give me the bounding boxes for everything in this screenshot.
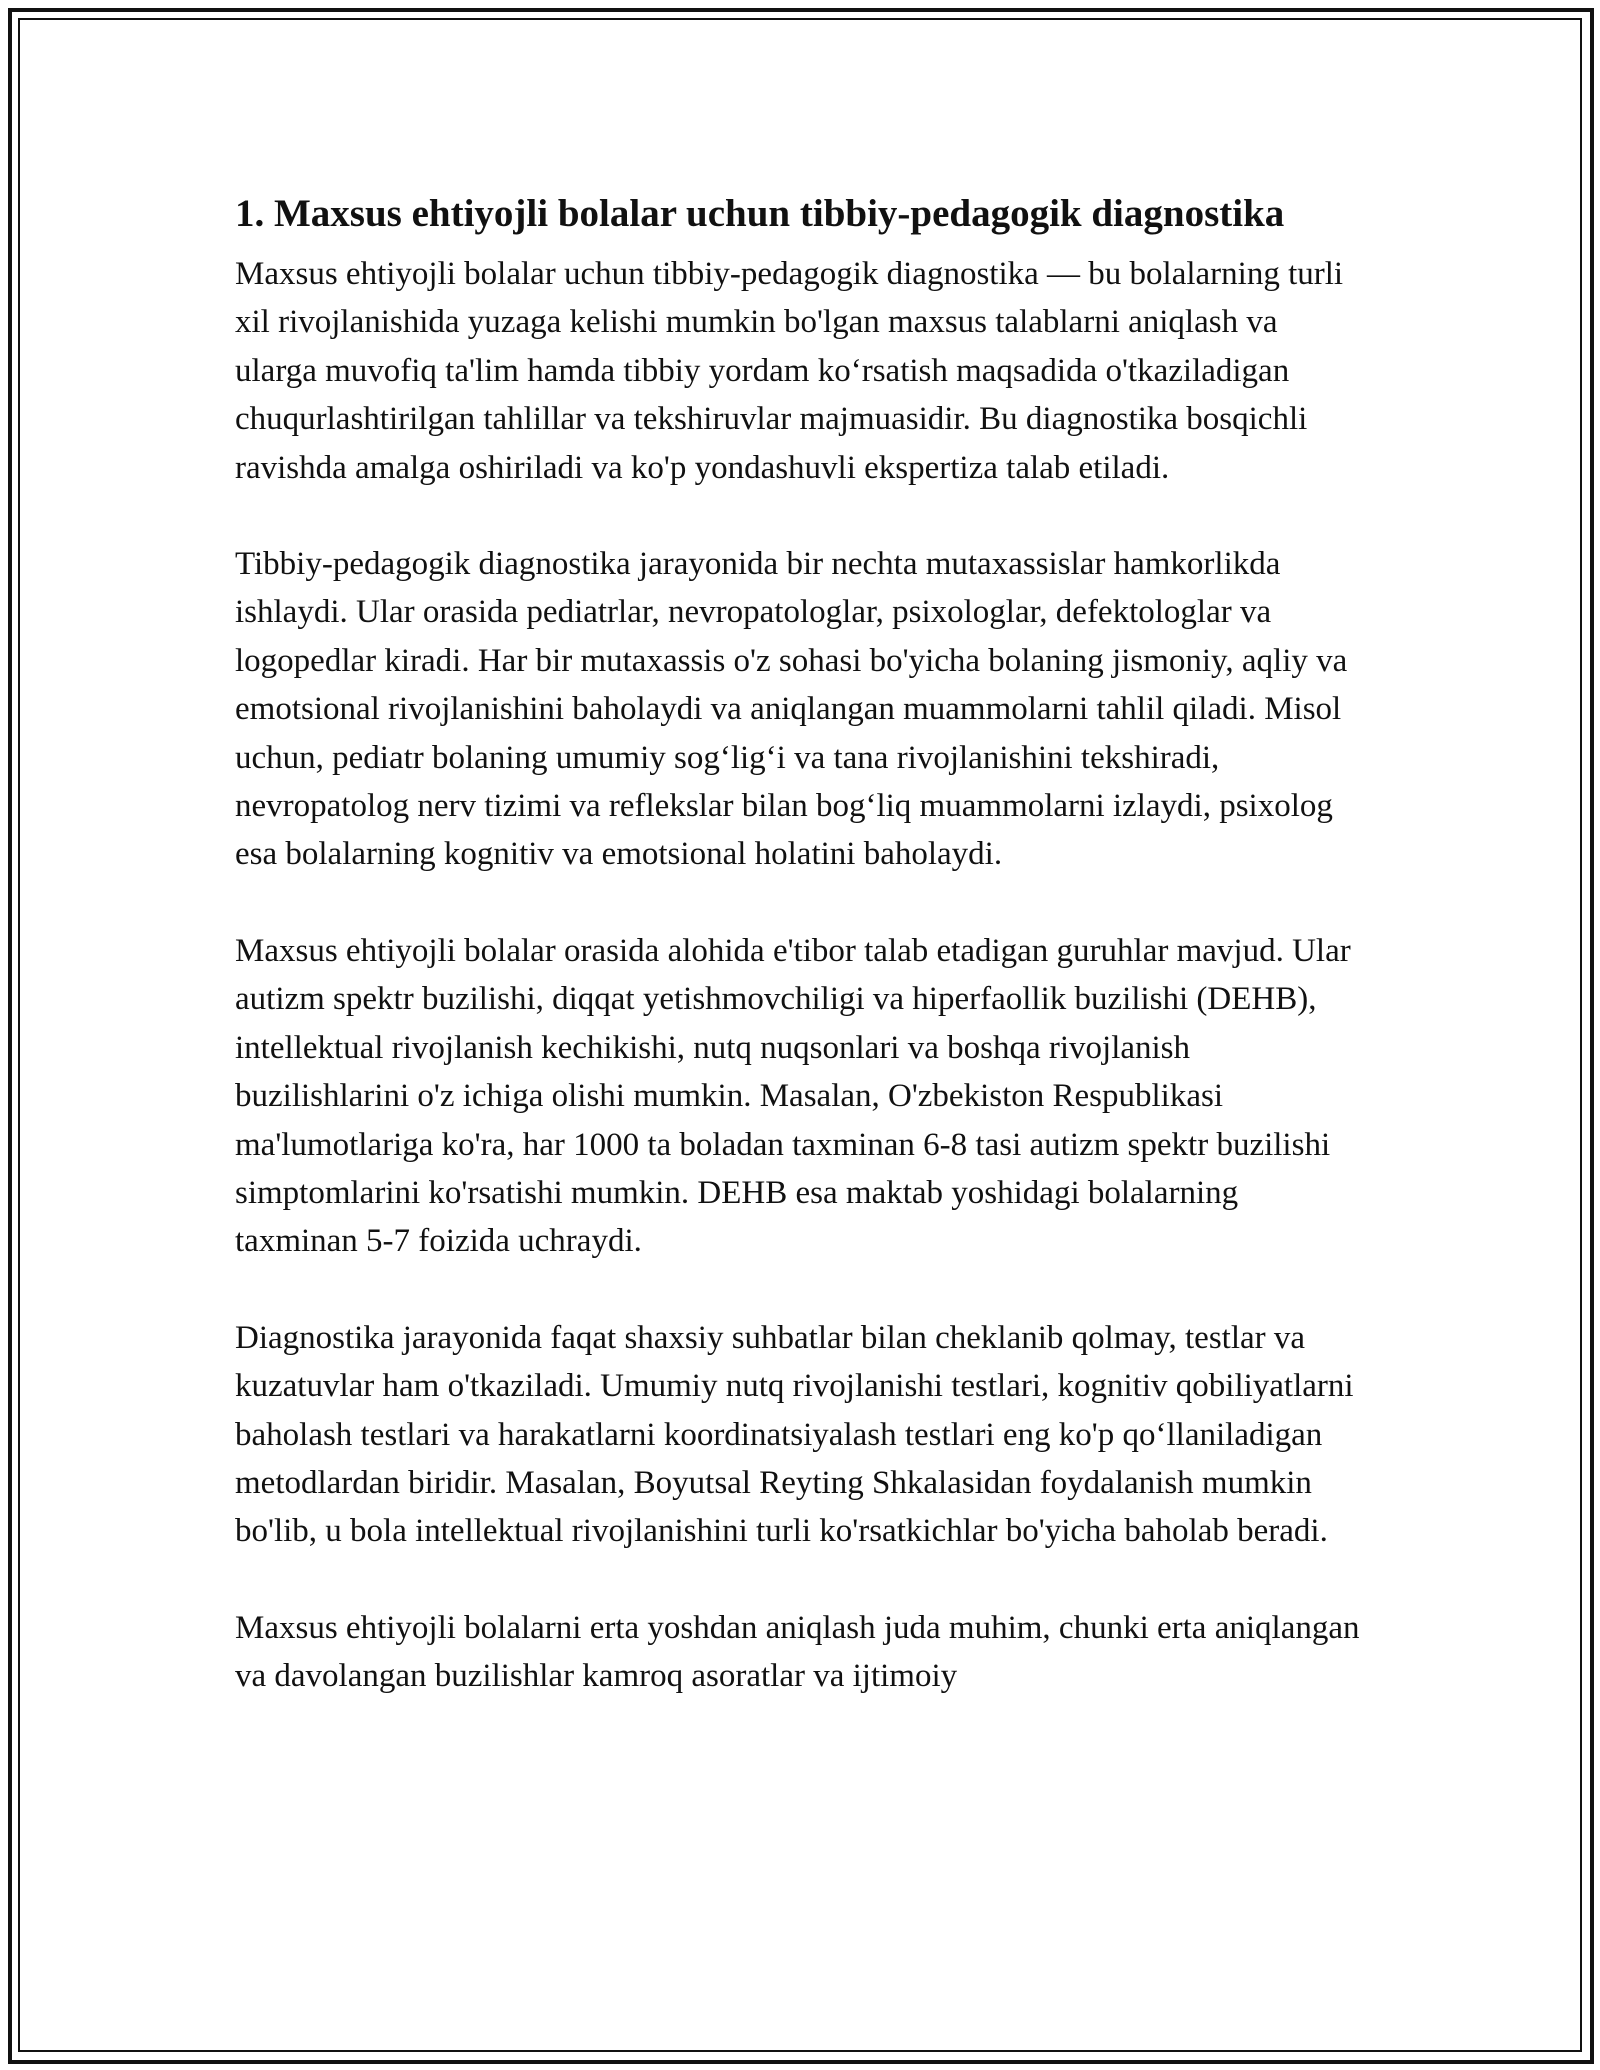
document-body — [235, 188, 1365, 1749]
paragraph-tests: Diagnostika jarayonida faqat shaxsiy suhbatlar bilan cheklanib qolmay, testlar va kuzatuvlar ham o'tkaziladi. Umumiy nutq rivojlanishi testlari, kognitiv qobiliyatlarni baholash testlari va harakatlarni koordinatsiyalash testlari eng ko'p qo‘llaniladigan metodlardan biridir. Masalan, Boyutsal Reyting Shkalasidan foydalanish mumkin bo'lib, u bola intellektual rivojlanishini turli ko'rsatkichlar bo'yicha baholab beradi. — [235, 1319, 1354, 1550]
paragraph-specialists: Tibbiy-pedagogik diagnostika jarayonida bir nechta mutaxassislar hamkorlikda ishlaydi. Ular orasida pediatrlar, nevropatologlar, psixologlar, defektologlar va logopedlar kiradi. Har bir mutaxassis o'z sohasi bo'yicha bolaning jismoniy, aqliy va emotsional rivojlanishini baholaydi va aniqlangan muammolarni tahlil qiladi. Misol uchun, pediatr bolaning umumiy sog‘lig‘i va tana rivojlanishini tekshiradi, nevropatolog nerv tizimi va reflekslar bilan bog‘liq muammolarni izlaydi, psixolog esa bolalarning kognitiv va emotsional holatini baholaydi. — [235, 546, 1348, 873]
paragraph-intro: Maxsus ehtiyojli bolalar uchun tibbiy-pedagogik diagnostika — bu bolalarning turli xil rivojlanishida yuzaga kelishi mumkin bo'lgan maxsus talablarni aniqlash va ularga muvofiq ta'lim hamda tibbiy yordam ko‘rsatish maqsadida o'tkaziladigan chuqurlashtirilgan tahlillar va tekshiruvlar majmuasidir. Bu diagnostika bosqichli ravishda amalga oshiriladi va ko'p yondashuvli ekspertiza talab etiladi. — [235, 256, 1344, 486]
paragraph-early-detection: Maxsus ehtiyojli bolalarni erta yoshdan aniqlash juda muhim, chunki erta aniqlangan va davolangan buzilishlar kamroq asoratlar va ijtimoiy — [235, 1609, 1360, 1695]
section-heading: 1. Maxsus ehtiyojli bolalar uchun tibbiy-pedagogik diagnostika — [235, 192, 1285, 235]
paragraph-groups: Maxsus ehtiyojli bolalar orasida alohida e'tibor talab etadigan guruhlar mavjud. Ular autizm spektr buzilishi, diqqat yetishmovchiligi va hiperfaollik buzilishi (DEHB), intellektual rivojlanish kechikishi, nutq nuqsonlari va boshqa rivojlanish buzilishlarini o'z ichiga olishi mumkin. Masalan, O'zbekiston Respublikasi ma'lumotlariga ko'ra, har 1000 ta boladan taxminan 6-8 tasi autizm spektr buzilishi simptomlarini ko'rsatishi mumkin. DEHB esa maktab yoshidagi bolalarning taxminan 5-7 foizida uchraydi. — [235, 932, 1351, 1260]
